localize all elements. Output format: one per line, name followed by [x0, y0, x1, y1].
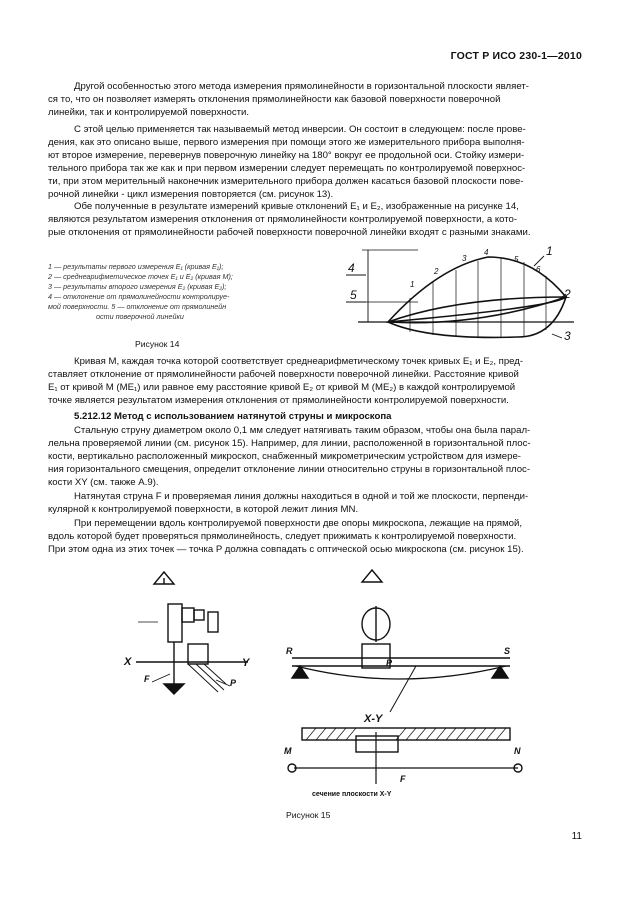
- page-number: 11: [571, 831, 582, 842]
- label-p-center: P: [386, 658, 393, 668]
- hatched-arm: [390, 666, 416, 712]
- section-hatching: [306, 728, 506, 740]
- label-f-section: F: [400, 774, 406, 784]
- section-body: [302, 728, 510, 740]
- micrometer-knob: [194, 610, 204, 620]
- label-1-large: 1: [546, 244, 553, 258]
- point-2: 2: [434, 267, 439, 276]
- point-1: 1: [410, 280, 415, 289]
- point-3: 3: [462, 254, 467, 263]
- point-4: 4: [484, 248, 489, 257]
- figure-14-legend: 1 — результаты первого измерения E₁ (кривая E₁); 2 — среднеарифметическое точек E₁ и E₂ (кривая M); 3 — результаты второго измерения E₂ (кривая E₂); 4 — отклонение от прямолинейности контролируе- мой поверхности. 5 — отклонение от прямолинейн ости поверочной линейки: [48, 262, 233, 321]
- section-label: сечение плоскости X-Y: [312, 791, 392, 798]
- label-m: M: [284, 746, 292, 756]
- figure-15-right-diagram: [282, 562, 532, 802]
- paragraph-5: Стальную струну диаметром около 0,1 мм следует натягивать таким образом, чтобы она была парал- лельна проверяемой линии (см. рисунок 15). Например, для линии, расположенной в горизонтальной плос- кости, вертикально расположенный микроскоп, снабженный микрометрическим устройством для измере- ния горизонтального смещения, определит отклонение линии относительно струны в горизонтальной плос- кости XY (см. также А.9).: [48, 425, 531, 488]
- leader-f: [152, 674, 170, 682]
- figure-15-caption: Рисунок 15: [286, 810, 331, 820]
- hatching: [188, 664, 226, 692]
- label-y: Y: [242, 657, 250, 669]
- microscope-body: [168, 604, 182, 642]
- label-p: P: [230, 678, 237, 688]
- point-5: 5: [514, 255, 519, 264]
- figure-15-left-diagram: [118, 562, 268, 712]
- micrometer-screw: [208, 612, 218, 632]
- label-n: N: [514, 746, 521, 756]
- figure-14-caption: Рисунок 14: [135, 339, 180, 349]
- section-heading: 5.212.12 Метод с использованием натянутой струны и микроскопа: [74, 411, 392, 422]
- wire-curve: [296, 666, 506, 679]
- label-xy: X-Y: [364, 713, 383, 725]
- paragraph-2: С этой целью применяется так называемый метод инверсии. Он состоит в следующем: после прове- дения, как это описано выше, первого измерения при помощи этого же измерительного прибора выполня- ют второе измерение, перевернув поверочную линейку на 180° вокруг ее продольной оси. Стойку измери- тельного прибора так же как и при первом измерении следует перемещать по контролируемой поверхнос- ти, при этом мерительный наконечник измерительного прибора должен касаться базовой плоскости пове- рочной линейки - цикл измерения повторяется (см. рисунок 13).: [48, 124, 526, 200]
- label-4-large: 4: [348, 261, 355, 275]
- label-3-large: 3: [564, 329, 571, 343]
- point-6: 6: [536, 265, 541, 274]
- paragraph-4: Кривая M, каждая точка которой соответствует среднеарифметическому точек кривых E₁ и E₂, пред- ставляет отклонение от прямолинейности рабочей поверхности поверочной линейки. Расстояние кривой E₁ от кривой M (ME₁) или равное ему расстояние кривой E₂ от кривой M (ME₂) в каждой контролируемой точке является результатом измерения отклонения от прямолинейности контролируемой поверхности.: [48, 356, 524, 406]
- paragraph-7: При перемещении вдоль контролируемой поверхности две опоры микроскопа, лежащие на прямой, вдоль которой будет проверяться прямолинейность, следует прижимать к контролируемой поверхности. При этом одна из этих точек — точка P должна совпадать с оптической осью микроскопа (см. рисунок 15).: [48, 518, 524, 555]
- label-5-large: 5: [350, 288, 357, 302]
- label-r: R: [286, 646, 293, 656]
- paragraph-6: Натянутая струна F и проверяемая линия должны находиться в одной и той же плоскости, перпенди- кулярной к контролируемой поверхности, в которой лежит линия MN.: [48, 491, 529, 515]
- micrometer-drum: [182, 608, 194, 622]
- right-support: [492, 666, 508, 678]
- paragraph-1: Другой особенностью этого метода измерения прямолинейности в горизонтальной плоскости являет- ся то, что он позволяет измерять отклонения прямолинейности как базовой поверхности поверочной линейки, так и контролируемой поверхности.: [48, 81, 529, 118]
- wire-holder: [188, 644, 208, 664]
- label-f: F: [144, 674, 150, 684]
- support-triangle: [164, 684, 184, 694]
- document-header: ГОСТ Р ИСО 230-1—2010: [450, 50, 582, 62]
- figure-14-diagram: [338, 242, 590, 346]
- view-arrow-icon-2: [362, 570, 382, 582]
- label-s: S: [504, 646, 511, 656]
- label-x: X: [124, 656, 132, 668]
- microscope-section: [356, 736, 398, 752]
- curve-e2: [388, 297, 566, 337]
- paragraph-3: Обе полученные в результате измерений кривые отклонений E₁ и E₂, изображенные на рисунке 14, являются результатом измерения отклонения от прямолинейности контролируемой поверхности, а кото- рые отклонения от прямолинейности рабочей поверхности поверочной линейки входят с разными знаками.: [48, 201, 531, 238]
- label-3-leader: [552, 334, 562, 338]
- label-2-large: 2: [564, 287, 571, 301]
